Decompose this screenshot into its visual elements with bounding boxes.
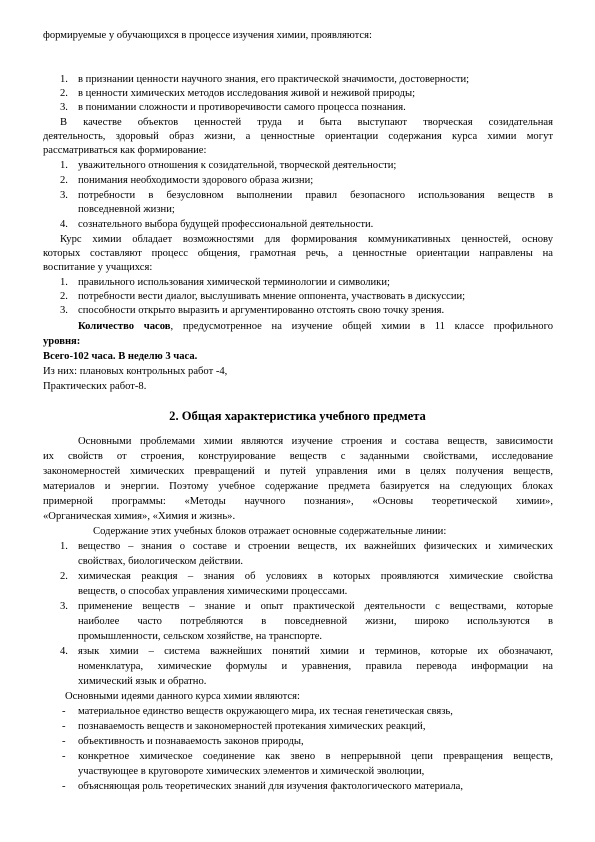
list-number: 3. bbox=[60, 102, 68, 113]
list-number: 2. bbox=[60, 571, 68, 582]
list-item-continuation: номенклатура, химические формулы и уравнения, правила перевода информации на bbox=[78, 661, 553, 672]
list-item: правильного использования химической терминологии и символики; bbox=[78, 277, 390, 288]
paragraph-line: Основными проблемами химии являются изучение строения и состава веществ, зависимости bbox=[78, 436, 553, 447]
list-item: объективность и познаваемость законов природы, bbox=[78, 736, 304, 747]
list-item: в ценности химических методов исследования живой и неживой природы; bbox=[78, 88, 416, 99]
hours-text: , предусмотренное на изучение общей химии в 11 классе профильного bbox=[170, 321, 553, 332]
intro-line: формируемые у обучающихся в процессе изучения химии, проявляются: bbox=[43, 30, 372, 41]
list-number: 2. bbox=[60, 291, 68, 302]
list-number: 3. bbox=[60, 601, 68, 612]
list-item: материальное единство веществ окружающего мира, их тесная генетическая связь, bbox=[78, 706, 453, 717]
dash-bullet: - bbox=[62, 736, 66, 747]
paragraph-line: воспитание у учащихся: bbox=[43, 262, 153, 273]
hours-total: Всего-102 часа. В неделю 3 часа. bbox=[43, 351, 198, 362]
paragraph-line: примерной программы: «Методы научного познания», «Основы теоретической химии», bbox=[43, 496, 553, 507]
paragraph-line: В качестве объектов ценностей труда и быта выступают творческая созидательная bbox=[60, 117, 553, 128]
list-item: применение веществ – знание и опыт практической деятельности с веществами, которые bbox=[78, 601, 553, 612]
list-number: 2. bbox=[60, 175, 68, 186]
list-item: потребности вести диалог, выслушивать мнение оппонента, участвовать в дискуссии; bbox=[78, 291, 466, 302]
list-item: способности открыто выразить и аргументированно отстоять свою точку зрения. bbox=[78, 305, 445, 316]
list-number: 1. bbox=[60, 160, 68, 171]
hours-practical-works: Практических работ-8. bbox=[43, 381, 147, 392]
hours-line bbox=[78, 320, 553, 334]
paragraph-line: деятельность, здоровый образ жизни, а ценностные ориентации содержания курса химии могут bbox=[43, 131, 553, 142]
list-item: конкретное химическое соединение как звено в непрерывной цепи превращения веществ, bbox=[78, 751, 553, 762]
list-item-continuation: свойствах, биологическом действии. bbox=[78, 556, 244, 567]
paragraph-line: которых составляют процесс общения, грамотная речь, а ценностные ориентации направлены на bbox=[43, 248, 553, 259]
list-item: в понимании сложности и противоречивости самого процесса познания. bbox=[78, 102, 406, 113]
hours-level: уровня: bbox=[43, 336, 81, 347]
list-item-continuation: химический язык и обратно. bbox=[78, 676, 207, 687]
paragraph-line: закономерностей химических превращений и путей управления ими в целях получения веществ, bbox=[43, 466, 553, 477]
list-item: химическая реакция – знания об условиях в которых проявляются химические свойства bbox=[78, 571, 553, 582]
list-item-continuation: веществ, о способах управления химическими процессами. bbox=[78, 586, 348, 597]
list-item: понимания необходимости здорового образа жизни; bbox=[78, 175, 314, 186]
list-number: 1. bbox=[60, 277, 68, 288]
list-item-continuation: повседневной жизни; bbox=[78, 204, 175, 215]
list-item-continuation: участвующее в круговороте химических элементов и химической эволюции, bbox=[78, 766, 425, 777]
list-number: 3. bbox=[60, 305, 68, 316]
list-item: сознательного выбора будущей профессиональной деятельности. bbox=[78, 219, 374, 230]
dash-bullet: - bbox=[62, 721, 66, 732]
list-item: в признании ценности научного знания, его практической значимости, достоверности; bbox=[78, 74, 470, 85]
paragraph-line: материалов и энергии. Поэтому учебное содержание предмета базируется на следующих блоках bbox=[43, 481, 553, 492]
paragraph-line: Курс химии обладает возможностями для формирования коммуникативных ценностей, основу bbox=[60, 234, 553, 245]
list-item: вещество – знания о составе и строении веществ, их важнейших физических и химических bbox=[78, 541, 553, 552]
hours-label: Количество часов bbox=[78, 321, 171, 332]
list-item-continuation: промышленности, сельском хозяйстве, на транспорте. bbox=[78, 631, 323, 642]
paragraph-line: Содержание этих учебных блоков отражает основные содержательные линии: bbox=[93, 526, 447, 537]
list-item: познаваемость веществ и закономерностей протекания химических реакций, bbox=[78, 721, 426, 732]
dash-bullet: - bbox=[62, 781, 66, 792]
paragraph-line: «Органическая химия», «Химия и жизнь». bbox=[43, 511, 236, 522]
list-item: уважительного отношения к созидательной, творческой деятельности; bbox=[78, 160, 397, 171]
list-item: объясняющая роль теоретических знаний для изучения фактологического материала, bbox=[78, 781, 463, 792]
list-item-continuation: наиболее часто потребляются в повседневной жизни, широко используются в bbox=[78, 616, 553, 627]
list-number: 4. bbox=[60, 646, 68, 657]
paragraph-line: Основными идеями данного курса химии являются: bbox=[65, 691, 300, 702]
list-item: потребности в безусловном выполнении правил безопасного использования веществ в bbox=[78, 190, 553, 201]
list-number: 3. bbox=[60, 190, 68, 201]
paragraph-line: их свойств от строения, конструирование веществ с заданными свойствами, исследование bbox=[43, 451, 553, 462]
list-number: 1. bbox=[60, 541, 68, 552]
paragraph-line: рассматриваться как формирование: bbox=[43, 145, 207, 156]
list-number: 1. bbox=[60, 74, 68, 85]
hours-control-works: Из них: плановых контрольных работ -4, bbox=[43, 366, 228, 377]
list-number: 4. bbox=[60, 219, 68, 230]
section-title: 2. Общая характеристика учебного предмета bbox=[169, 409, 426, 423]
dash-bullet: - bbox=[62, 751, 66, 762]
dash-bullet: - bbox=[62, 706, 66, 717]
list-item: язык химии – система важнейших понятий химии и терминов, которые их обозначают, bbox=[78, 646, 553, 657]
list-number: 2. bbox=[60, 88, 68, 99]
